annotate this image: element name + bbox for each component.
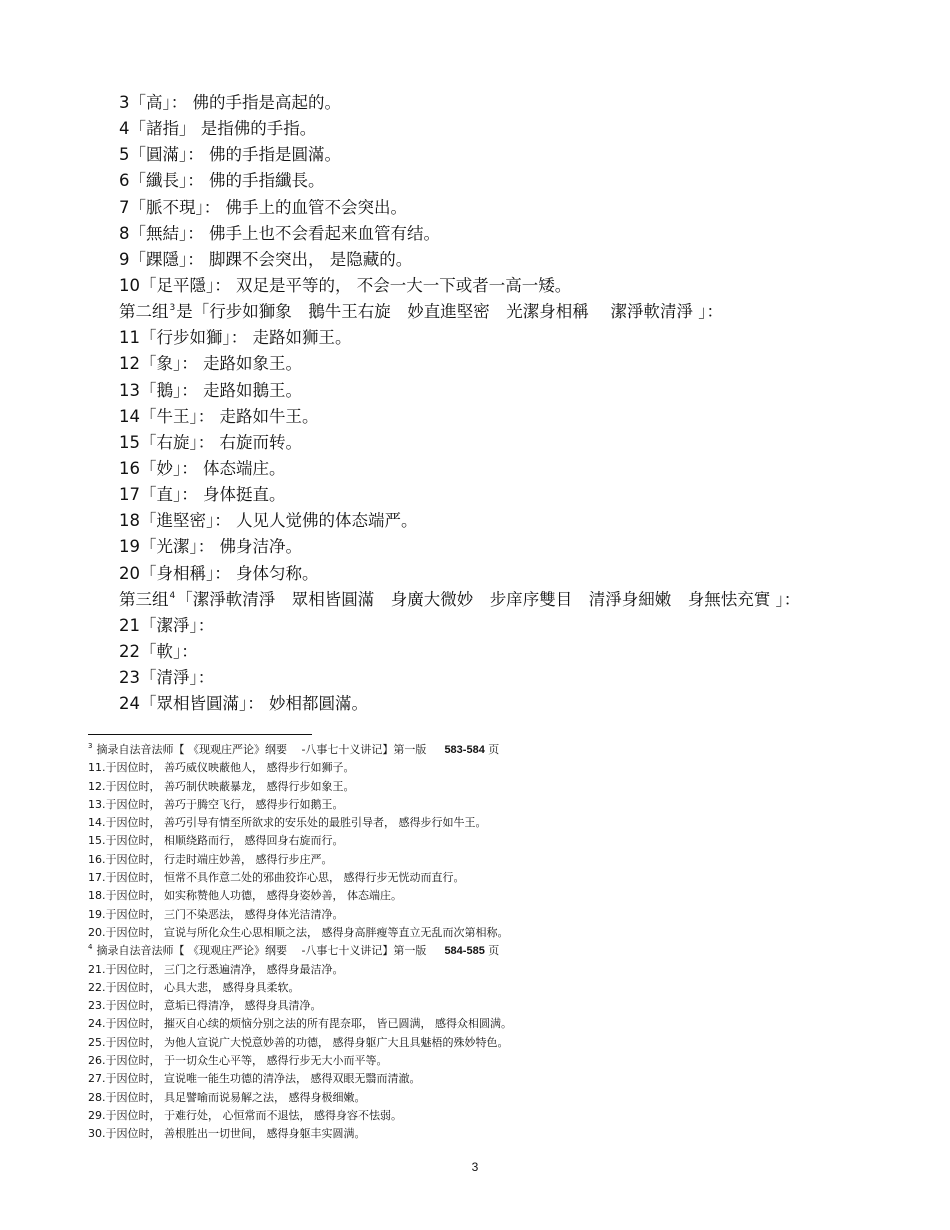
text-line: 10「足平隱」： 双足是平等的， 不会一大一下或者一高一矮。 [119, 275, 572, 295]
footnote-line: 18.于因位时， 如实称赞他人功德， 感得身姿妙善， 体态端庄。 [88, 889, 402, 903]
footnote-marker: 4 [88, 943, 93, 952]
footnote-line: 21.于因位时， 三门之行悉遍清净， 感得身最洁净。 [88, 962, 344, 976]
text-line: 12「象」： 走路如象王。 [119, 354, 302, 374]
text-line: 16「妙」： 体态端庄。 [119, 458, 286, 478]
text-line: 5「圓滿」： 佛的手指是圓滿。 [119, 145, 341, 165]
footnote-ref[interactable]: 3 [169, 303, 176, 314]
footnote-line: 24.于因位时， 摧灭自心续的烦恼分别之法的所有毘奈耶， 皆已圆满， 感得众相圆满。 [88, 1017, 512, 1031]
footnote-line: 19.于因位时， 三门不染恶法， 感得身体光洁清净。 [88, 907, 344, 921]
text-line: 3「高」： 佛的手指是高起的。 [119, 93, 341, 112]
footnote-line: 12.于因位时， 善巧制伏映蔽暴龙， 感得行步如象王。 [88, 779, 355, 793]
text-line: 6「纖長」： 佛的手指纖長。 [119, 171, 325, 191]
footnote-ref[interactable]: 4 [169, 590, 176, 601]
footnote-line: 30.于因位时， 善根胜出一切世间， 感得身躯丰实圆满。 [88, 1127, 366, 1141]
text-line: 24「眾相皆圓滿」： 妙相都圓滿。 [119, 694, 368, 714]
footnote-line: 26.于因位时， 于一切众生心平等， 感得行步无大小而平等。 [88, 1054, 388, 1068]
footnote-line: 22.于因位时， 心具大悲， 感得身具柔软。 [88, 980, 300, 994]
text-line: 20「身相稱」： 身体匀称。 [119, 563, 319, 583]
footnote-separator [88, 734, 312, 735]
text-line: 11「行步如獅」： 走路如狮王。 [119, 328, 352, 348]
footnote-pages: 583-584 [444, 744, 485, 756]
text-line: 7「脈不現」： 佛手上的血管不会突出。 [119, 197, 407, 217]
footnote-line: 13.于因位时， 善巧于腾空飞行， 感得步行如鹅王。 [88, 797, 344, 811]
footnote-line: 14.于因位时， 善巧引导有情至所欲求的安乐处的最胜引导者， 感得步行如牛王。 [88, 816, 487, 830]
footnote-line: 20.于因位时， 宣说与所化众生心思相顺之法， 感得身高胖瘦等直立无乱而次第相称。 [88, 925, 509, 939]
text-line: 9「踝隱」： 脚踝不会突出， 是隐藏的。 [119, 249, 413, 269]
footnote-line: 23.于因位时， 意垢已得清净， 感得身具清净。 [88, 999, 322, 1013]
group-label: 第三组 [119, 589, 169, 609]
footnote-line: 29.于因位时， 于难行处， 心恒常而不退怯， 感得身容不怯弱。 [88, 1108, 402, 1122]
footnote-source [88, 741, 848, 759]
text-line [119, 299, 859, 325]
text-line: 4「諸指」 是指佛的手指。 [119, 119, 317, 139]
text-line: 15「右旋」： 右旋而转。 [119, 432, 302, 452]
text-line [119, 587, 859, 613]
footnotes [88, 741, 848, 1144]
footnote-page-suffix: 页 [484, 743, 500, 756]
footnote-line: 16.于因位时， 行走时端庄妙善， 感得行步庄严。 [88, 852, 333, 866]
text-line: 8「無結」： 佛手上也不会看起来血管有结。 [119, 223, 440, 243]
text-line: 21「潔淨」： [119, 615, 215, 635]
footnote-source-text: 摘录自法音法师【 《现观庄严论》纲要 -八事七十义讲记】第一版 [96, 743, 445, 756]
footnote-source [88, 942, 848, 960]
footnote-marker: 3 [88, 742, 93, 750]
text-line: 23「清淨」： [119, 668, 215, 688]
footnote-line: 11.于因位时， 善巧威仪映蔽他人， 感得步行如狮子。 [88, 761, 355, 775]
text-line: 17「直」： 身体挺直。 [119, 485, 286, 505]
group-label: 第二组 [119, 302, 169, 322]
footnote-line: 17.于因位时， 恒常不具作意二处的邪曲狡诈心思， 感得行步无恍动而直行。 [88, 871, 465, 885]
text-line: 13「鵝」： 走路如鵝王。 [119, 380, 302, 400]
footnote-line: 15.于因位时， 相顺绕路而行， 感得回身右旋而行。 [88, 834, 344, 848]
footnote-source-text: 摘录自法音法师【 《现观庄严论》纲要 -八事七十义讲记】第一版 [96, 944, 445, 958]
footnote-line: 27.于因位时， 宣说唯一能生功德的清净法， 感得双眼无翳而清澈。 [88, 1072, 421, 1086]
footnote-line: 25.于因位时， 为他人宣说广大悦意妙善的功德， 感得身躯广大且具魅梧的殊妙特色。 [88, 1035, 509, 1049]
footnote-page-suffix: 页 [484, 944, 500, 958]
group-text: 「潔淨軟清淨 眾相皆圓滿 身廣大微妙 步庠序雙目 清淨身細嫩 身無怯充實 」： [176, 589, 801, 609]
page-number: 3 [471, 1160, 479, 1174]
text-line: 14「牛王」： 走路如牛王。 [119, 406, 319, 426]
main-text [119, 90, 859, 717]
text-line: 22「軟」： [119, 641, 198, 661]
group-text: 是「行步如獅象 鵝牛王右旋 妙直進堅密 光潔身相稱 潔淨軟清淨 」： [176, 302, 723, 322]
footnote-line: 28.于因位时， 具足譬喻而说易解之法， 感得身极细嫩。 [88, 1090, 366, 1104]
text-line: 19「光潔」： 佛身洁净。 [119, 537, 302, 557]
footnote-pages: 584-585 [444, 945, 485, 958]
text-line: 18「進堅密」： 人见人觉佛的体态端严。 [119, 511, 418, 531]
